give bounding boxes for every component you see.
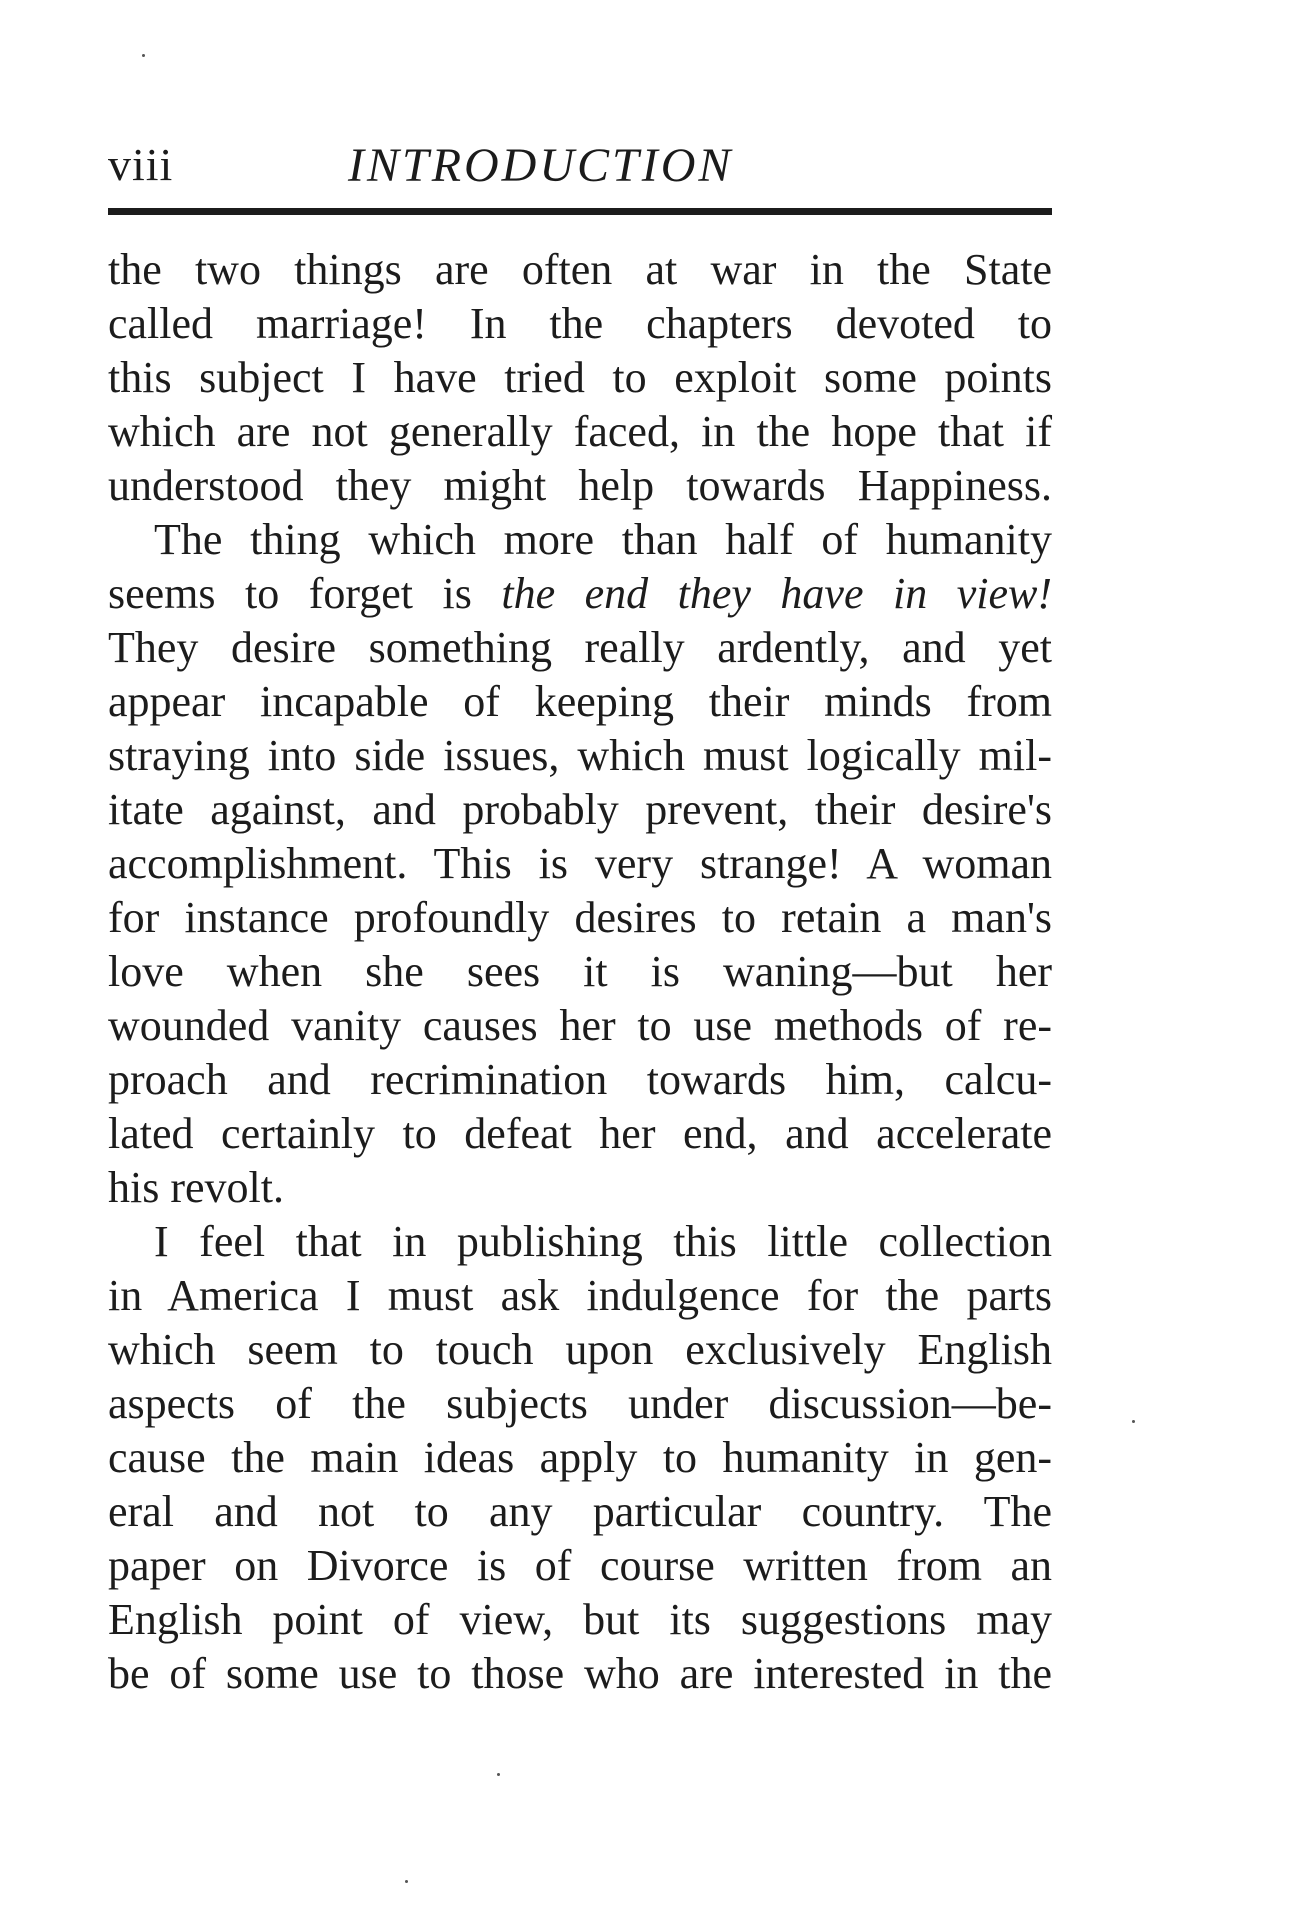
- scan-speck: [1132, 1420, 1135, 1423]
- text-line: cause the main ideas apply to humanity in gen-: [108, 1433, 1052, 1482]
- emphasis-text: the end they have in view!: [501, 569, 1052, 618]
- text-line: eral and not to any particular country. The: [108, 1487, 1052, 1536]
- text-line: called marriage! In the chapters devoted to: [108, 299, 1052, 348]
- text-line: lated certainly to defeat her end, and accelerate: [108, 1109, 1052, 1158]
- text-line: proach and recrimination towards him, calcu-: [108, 1055, 1052, 1104]
- body-text: [108, 243, 1052, 1701]
- text-line: his revolt.: [108, 1163, 284, 1212]
- text-line: paper on Divorce is of course written from an: [108, 1541, 1052, 1590]
- text-line: for instance profoundly desires to retain a man's: [108, 893, 1052, 942]
- text-line-with-emphasis: [108, 567, 1052, 621]
- text-line: They desire something really ardently, and yet: [108, 623, 1052, 672]
- running-head: INTRODUCTION: [348, 139, 734, 192]
- text-line: which are not generally faced, in the hope that if: [108, 407, 1052, 456]
- scan-speck: [405, 1880, 408, 1883]
- text-line: the two things are often at war in the State: [108, 245, 1052, 294]
- paragraph-1: [108, 243, 1052, 513]
- page-header: [108, 138, 1052, 208]
- text-line: which seem to touch upon exclusively English: [108, 1325, 1052, 1374]
- text-line: aspects of the subjects under discussion—be-: [108, 1379, 1052, 1428]
- scan-speck: [497, 1773, 500, 1776]
- header-rule: [108, 208, 1052, 215]
- text-line: accomplishment. This is very strange! A woman: [108, 839, 1052, 888]
- text-line: The thing which more than half of humanity: [154, 515, 1052, 564]
- text-run: seems to forget is: [108, 569, 502, 618]
- text-line: be of some use to those who are interested in the: [108, 1649, 1052, 1698]
- text-line: itate against, and probably prevent, their desire's: [108, 785, 1052, 834]
- paragraph-3: [108, 1215, 1052, 1701]
- paragraph-2: [108, 513, 1052, 1215]
- page-number: viii: [108, 139, 174, 190]
- scan-speck: [142, 54, 145, 57]
- text-line: love when she sees it is waning—but her: [108, 947, 1052, 996]
- text-line: this subject I have tried to exploit some points: [108, 353, 1052, 402]
- text-line: straying into side issues, which must logically mil-: [108, 731, 1052, 780]
- text-line: English point of view, but its suggestions may: [108, 1595, 1052, 1644]
- text-line: I feel that in publishing this little collection: [154, 1217, 1052, 1266]
- text-line: in America I must ask indulgence for the parts: [108, 1271, 1052, 1320]
- text-line: wounded vanity causes her to use methods of re-: [108, 1001, 1052, 1050]
- text-line: appear incapable of keeping their minds from: [108, 677, 1052, 726]
- text-line: understood they might help towards Happiness.: [108, 461, 1052, 510]
